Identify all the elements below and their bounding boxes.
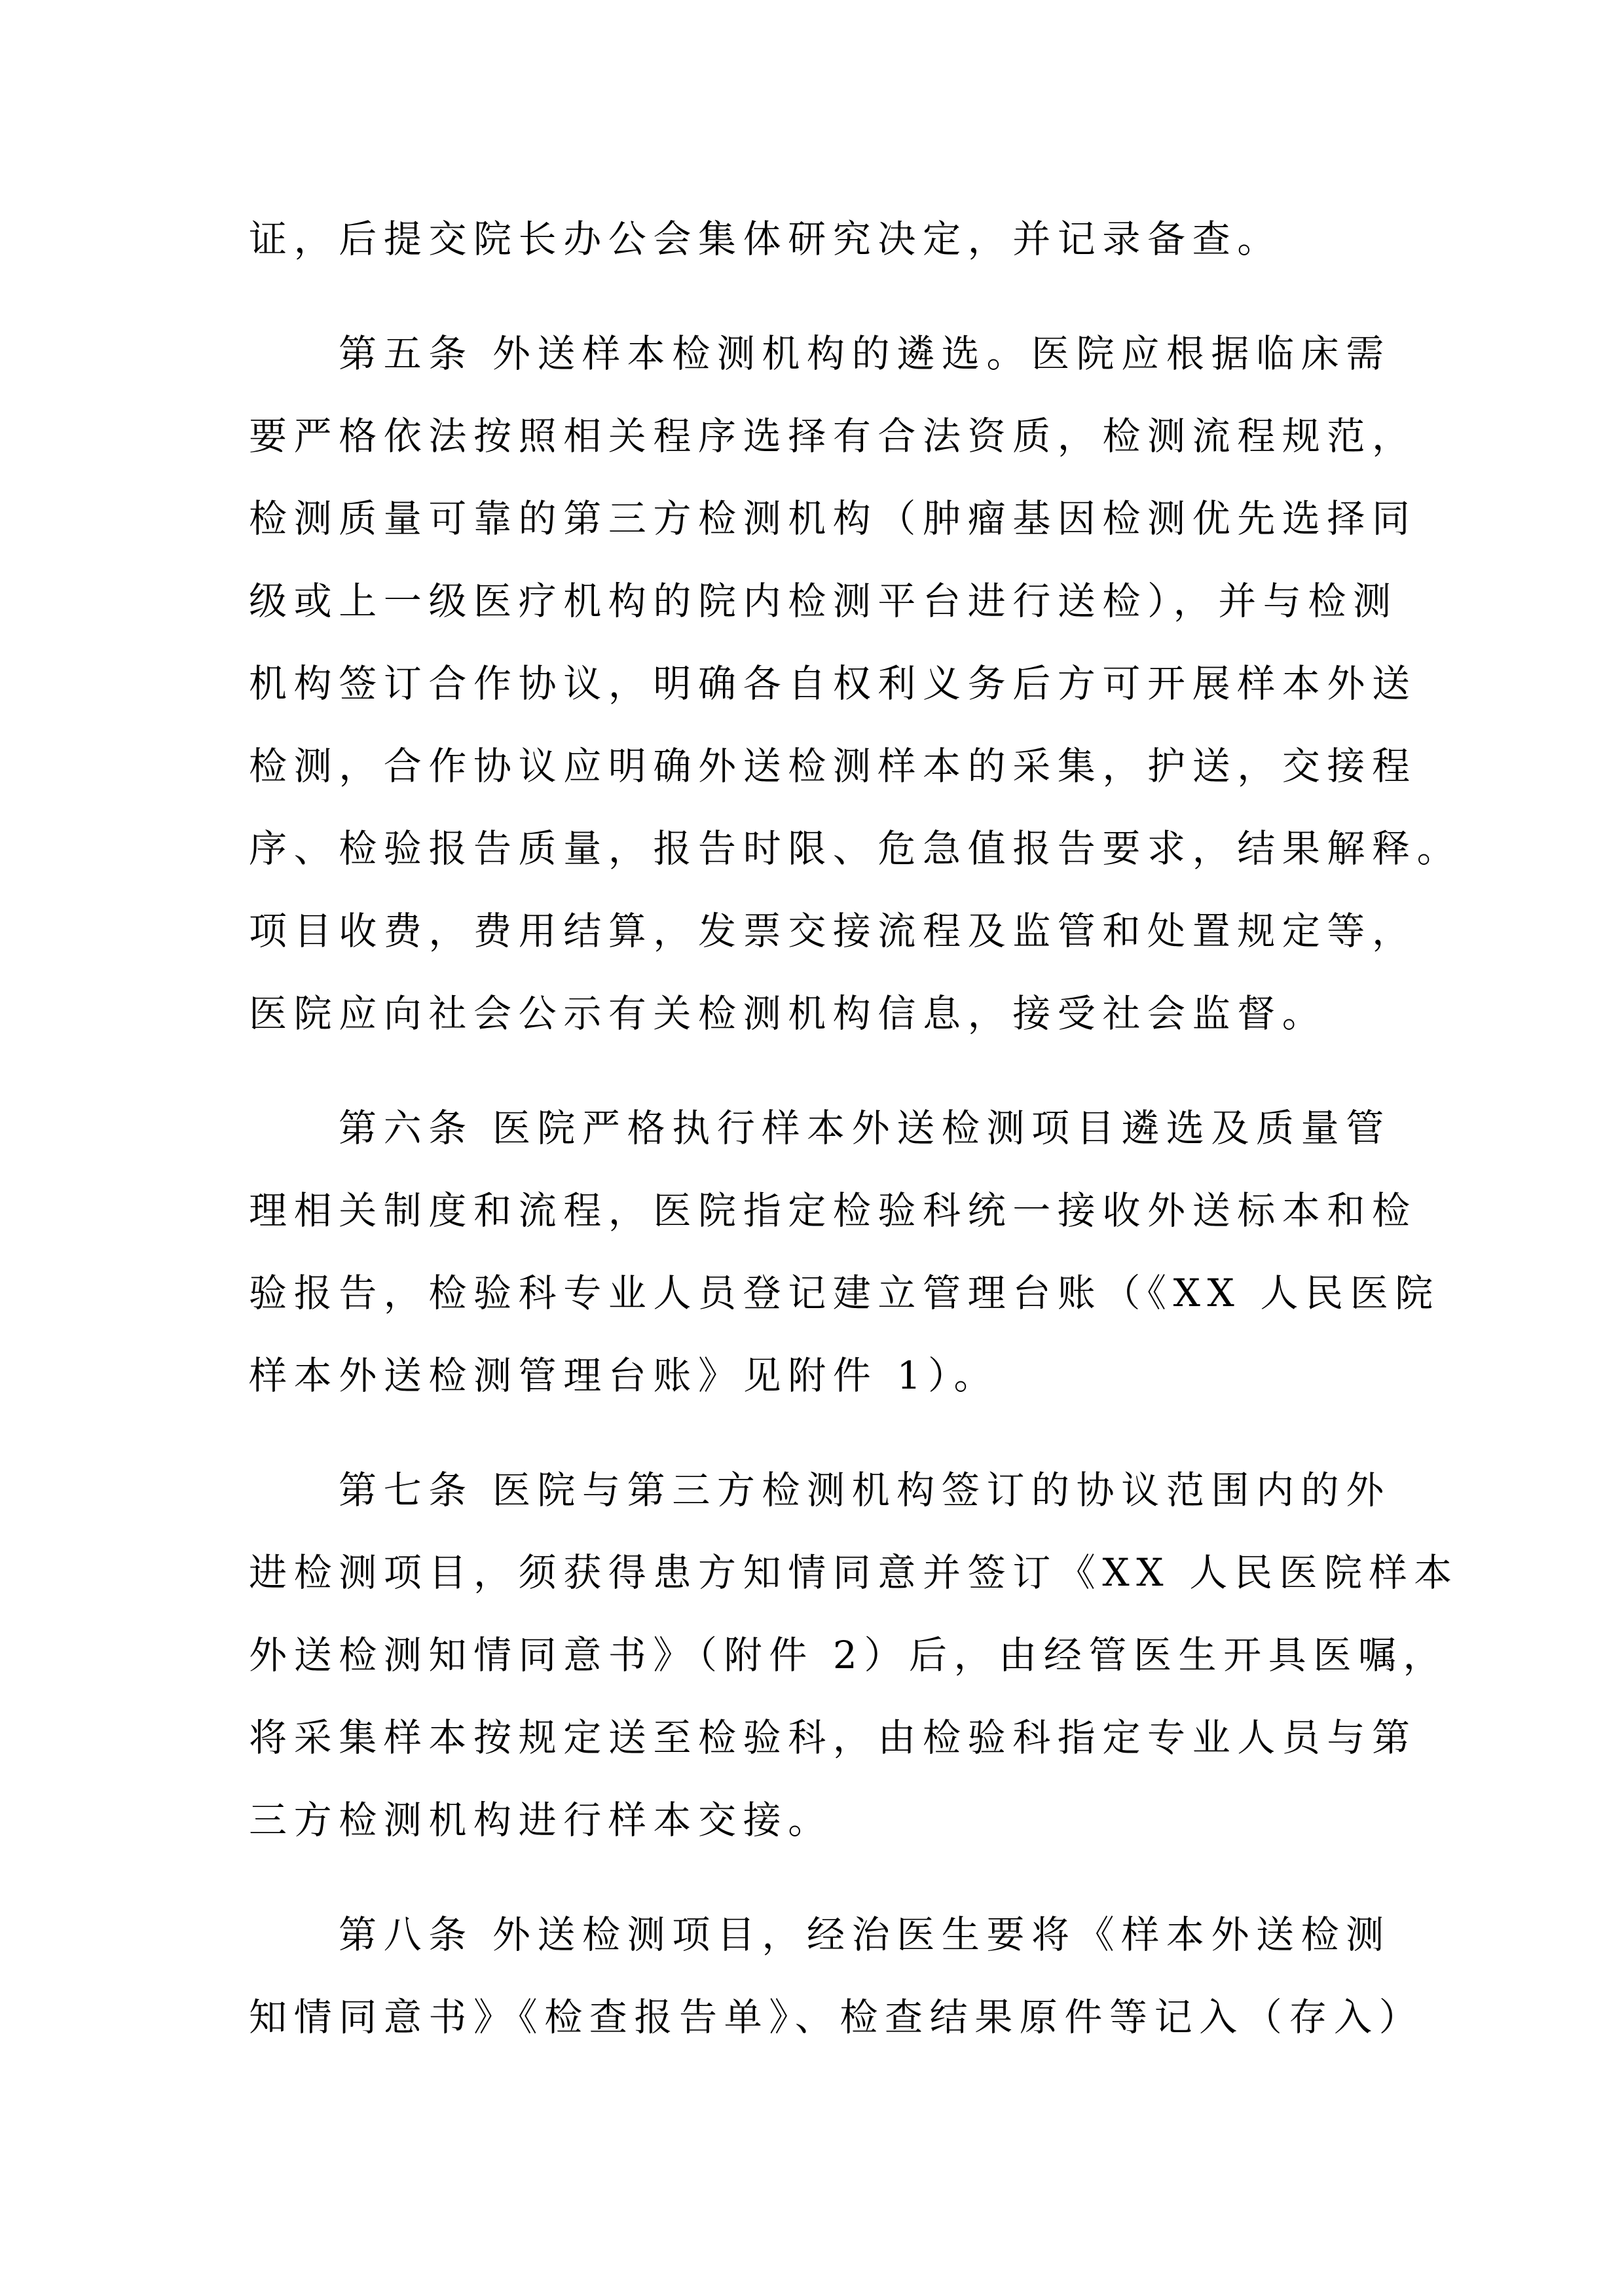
- text-line: 医院应向社会公示有关检测机构信息，接受社会监督。: [249, 991, 1327, 1036]
- text-line: 要严格依法按照相关程序选择有合法资质，检测流程规范，: [249, 414, 1417, 458]
- paragraph-article-7: [249, 1449, 1459, 1861]
- article-heading-line: 第八条 外送检测项目，经治医生要将《样本外送检测: [339, 1912, 1391, 1957]
- paragraph-article-5: [249, 312, 1462, 1055]
- paragraph-article-8: [249, 1893, 1424, 2058]
- text-line: 序、检验报告质量，报告时限、危急值报告要求，结果解释。: [249, 826, 1462, 871]
- text-line: 证，后提交院长办公会集体研究决定，并记录备查。: [249, 217, 1282, 261]
- text-line: 理相关制度和流程，医院指定检验科统一接收外送标本和检: [249, 1188, 1417, 1233]
- document-body: [249, 198, 1462, 2090]
- article-heading-line: 第六条 医院严格执行样本外送检测项目遴选及质量管: [339, 1106, 1391, 1150]
- text-line: 外送检测知情同意书》（附件 2）后，由经管医生开具医嘱，: [249, 1633, 1449, 1677]
- article-heading-line: 第五条 外送样本检测机构的遴选。医院应根据临床需: [339, 331, 1391, 376]
- text-line: 检测，合作协议应明确外送检测样本的采集，护送，交接程: [249, 744, 1417, 788]
- text-line: 三方检测机构进行样本交接。: [249, 1798, 833, 1842]
- paragraph-article-6: [249, 1087, 1440, 1417]
- text-line: 进检测项目，须获得患方知情同意并签订《XX 人民医院样本: [249, 1550, 1459, 1595]
- text-line: 验报告，检验科专业人员登记建立管理台账（《XX 人民医院: [249, 1271, 1440, 1315]
- text-line: 样本外送检测管理台账》见附件 1）。: [249, 1353, 999, 1398]
- paragraph-continuation: [249, 198, 1382, 280]
- text-line: 机构签订合作协议，明确各自权利义务后方可开展样本外送: [249, 661, 1417, 706]
- text-line: 级或上一级医疗机构的院内检测平台进行送检），并与检测: [249, 579, 1398, 623]
- text-line: 项目收费，费用结算，发票交接流程及监管和处置规定等，: [249, 909, 1417, 953]
- text-line: 将采集样本按规定送至检验科，由检验科指定专业人员与第: [249, 1715, 1417, 1760]
- article-heading-line: 第七条 医院与第三方检测机构签订的协议范围内的外: [339, 1468, 1391, 1512]
- text-line: 检测质量可靠的第三方检测机构（肿瘤基因检测优先选择同: [249, 496, 1417, 541]
- text-line: 知情同意书》《检查报告单》、检查结果原件等记入（存入）: [249, 1995, 1424, 2039]
